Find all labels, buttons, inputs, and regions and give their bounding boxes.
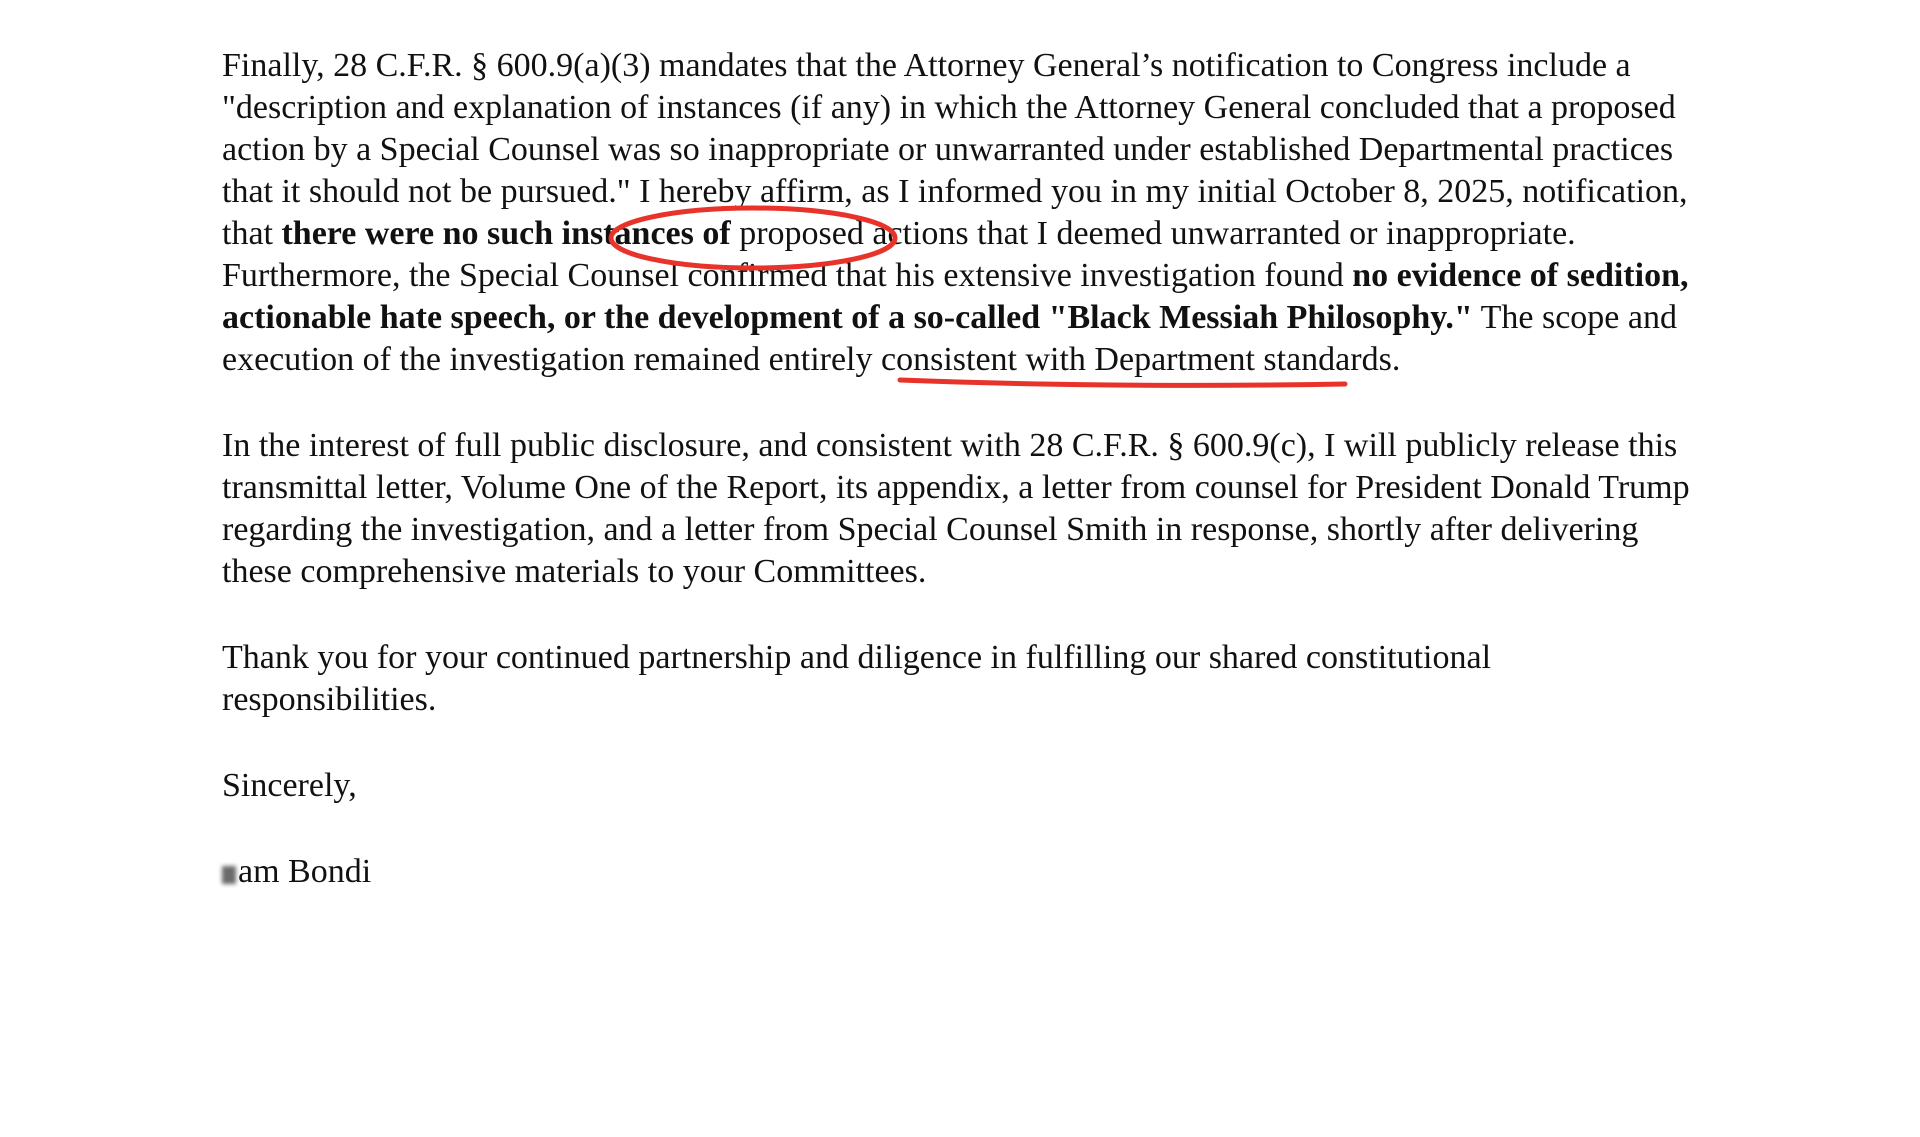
bold-no-instances: there were no such instances of (281, 215, 731, 252)
paragraph1-text-c: proposed actions that I deemed unwarranted or inappropriate. Furthermore, the Special Counsel confirmed that his extensive investigation found (222, 215, 1576, 294)
signature-name: am Bondi (238, 853, 372, 890)
paragraph1-text-d: The scope and execution of the investigation remained entirely consistent with Department standards. (222, 299, 1677, 378)
bold-no-evidence: no evidence of sedition, actionable hate speech, or the development of a so-called "Black Messiah Philosophy." (222, 257, 1689, 336)
circled-date: October 8, 2025, (1285, 173, 1514, 210)
paragraph1-text-a: Finally, 28 C.F.R. § 600.9(a)(3) mandates that the Attorney General’s notification to Congress include a "description and explanation of instances (if any) in which the Attorney General concluded that a proposed action by a Special Counsel was so inappropriate or unwarranted under established Departmental practices that it should not be pursued." I hereby affirm, as I informed you in my initial (222, 47, 1676, 210)
paragraph1-text-b: notification, that (222, 173, 1688, 252)
paragraph-regulation-affirmation (222, 45, 1712, 381)
paragraph-public-disclosure: In the interest of full public disclosure, and consistent with 28 C.F.R. § 600.9(c), I will publicly release this transmittal letter, Volume One of the Report, its appendix, a letter from counsel for President Donald Trump regarding the investigation, and a letter from Special Counsel Smith in response, shortly after delivering these comprehensive materials to your Committees. (222, 427, 1690, 590)
paragraph-thank-you: Thank you for your continued partnership and diligence in fulfilling our shared constitutional responsibilities. (222, 639, 1492, 718)
letter-body (222, 45, 1712, 893)
signature-smudge (222, 866, 236, 884)
signature-line (222, 851, 1712, 893)
closing-sincerely: Sincerely, (222, 767, 357, 804)
